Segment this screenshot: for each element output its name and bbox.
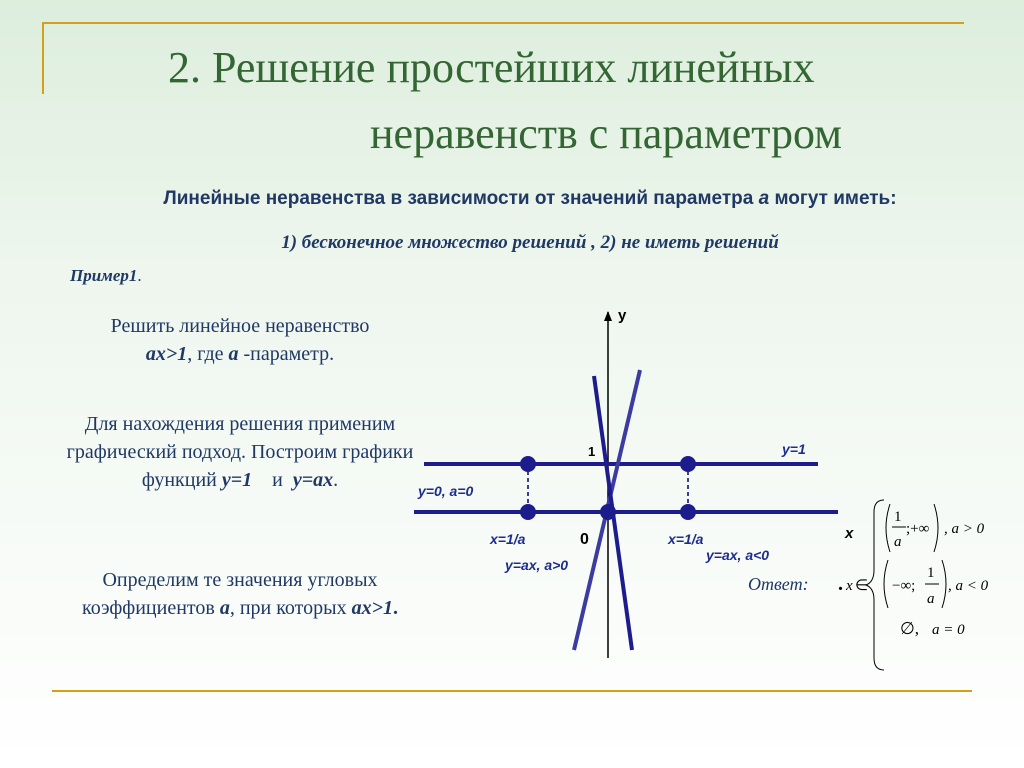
point-right-top	[680, 456, 696, 472]
goal-inequality: ах>1	[351, 597, 393, 619]
case2-left: −∞;	[892, 578, 916, 594]
y-axis-label: у	[618, 307, 627, 324]
goal-text: Определим те значения угловых коэффициентов	[82, 569, 378, 619]
case2-cond: , a < 0	[948, 578, 989, 594]
subtitle-param: а	[758, 188, 770, 209]
slide-title-line1: 2. Решение простейших линейных	[168, 43, 815, 92]
slide-title-line2: неравенств с параметром	[370, 109, 843, 158]
example-label-dot: .	[137, 266, 142, 285]
label-positive-slope: у=ах, а>0	[505, 557, 569, 573]
case1-rest: ;+∞	[906, 521, 930, 537]
task-end: -параметр.	[238, 343, 335, 365]
case1-cond: , a > 0	[944, 521, 985, 537]
goal-end: .	[393, 597, 398, 619]
point-left-bottom	[520, 504, 536, 520]
point-right-bottom	[680, 504, 696, 520]
method-and: и	[272, 469, 283, 491]
answer-brace	[866, 500, 884, 670]
answer-x: x	[846, 578, 853, 594]
answer-in: ∈	[855, 578, 869, 594]
tick-one: 1	[588, 444, 596, 459]
case1-paren-right	[934, 504, 938, 552]
task-inequality: ах>1	[145, 343, 188, 365]
task-mid: , где	[187, 343, 229, 365]
subtitle-cases: 1) бесконечное множество решений , 2) не иметь решений	[281, 232, 779, 253]
label-y1: у=1	[782, 441, 806, 457]
case2-den: a	[927, 591, 935, 607]
task-line1: Решить линейное неравенство	[110, 315, 370, 337]
case3-cond: a = 0	[932, 622, 965, 638]
label-y0: у=0, а=0	[418, 483, 474, 499]
case2-paren-right	[942, 560, 946, 608]
case2-paren-left	[884, 560, 888, 608]
subtitle-suffix: могут иметь:	[769, 188, 897, 209]
x-axis-label: х	[845, 525, 854, 542]
goal-param: а	[219, 597, 230, 619]
answer-dot: .	[838, 573, 843, 595]
case1-paren-left	[886, 504, 890, 552]
case2-num: 1	[927, 565, 935, 581]
point-left-top	[520, 456, 536, 472]
case3-empty: ∅,	[900, 619, 920, 638]
method-f2: у=ах	[292, 469, 334, 491]
case1-den: a	[894, 534, 902, 550]
subtitle-prefix: Линейные неравенства в зависимости от значений параметра	[163, 188, 759, 209]
label-negative-slope: у=ах, а<0	[706, 547, 770, 563]
answer-label: Ответ:	[748, 574, 809, 594]
example-label-text: Пример1	[70, 266, 138, 285]
method-end: .	[333, 469, 339, 491]
case1-num: 1	[894, 509, 902, 525]
task-param: а	[228, 343, 239, 365]
label-x-left: х=1/а	[490, 531, 526, 547]
method-text: Для нахождения решения применим графический подход. Построим графики функций	[66, 413, 414, 491]
goal-mid: , при которых	[229, 597, 352, 619]
point-origin	[600, 504, 616, 520]
label-x-right: х=1/а	[668, 531, 704, 547]
origin-label: 0	[580, 531, 589, 548]
method-f1: у=1	[221, 469, 253, 491]
